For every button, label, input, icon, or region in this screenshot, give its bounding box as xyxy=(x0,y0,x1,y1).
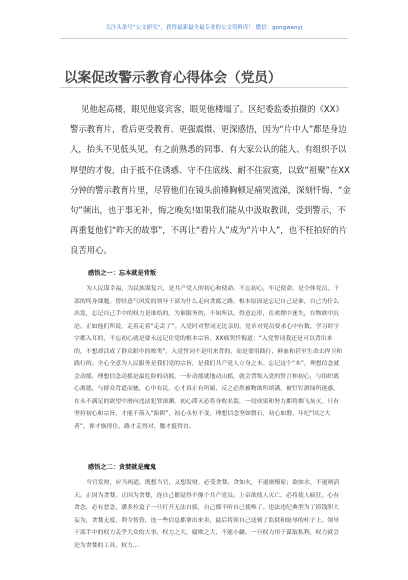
section-1-heading: 感悟之一：忘本就是背叛 xyxy=(88,270,157,277)
page-title: 以案促改警示教育心得体会（党员） xyxy=(64,70,282,86)
section-1-body: 为人民谋幸福，为民族谋复兴，是共产党人的初心和使命。不忘初心，牢记使命，是全体党员、干部的终身课题。曾经意气风发的领导干部为什么走向贪腐之路，根本原因是忘记自己是谁，自己为什么出发，忘记自己手中的权力是谁给的，为谁服务的，不知所以，得意忘形，在欢撑中迷失，在物欲中沉沦。正如他们所说，走着走着“走丢了”。入党时对誓词无比亲切，党章对党员要求心中有数，学习时字字都入耳的，不忘初心就是要永远记住党的根本宗旨，XX痛哭忏悔道：“入党誓词我还是可以背出来的，不想却活成了群众眼中的败类”，入党誓词不是用来背的，而是要用践行，鲜血和甚至生命去捍卫和践行的。全心全意为人民服务是我们党的宗旨，是我们共产党人立身之本。忘记这个“本”，理想信念就会动摇，理想信念动摇是最危险的动摇，一步动摇就地动山摇，就会背叛入党的誓言和初心，与组织离心离德，与群众背道而驰，心中有民，心才真正有所属，反之必然被物欲所填满，被钉钉酒绿所迷惑，在永不满足的欲望中滑向违法犯罪深渊，初心滞灭必将身败名裂，一切成果和努力都将烟飞灰灭，只有坚持初心和宗旨，才能不落入“陷阱”，初心永恒不变，理想信念坚如磐石，初心如磐，年纪“国之大者”，禅才焕得住、路才走得对、腰才挺得直。 xyxy=(74,286,343,430)
header-divider xyxy=(60,38,348,39)
lead-paragraph xyxy=(70,99,352,261)
header-banner: 关注头条号“公文研究”，获得最新最全最专业的公文资料库！ 微信：gongwenyj xyxy=(105,25,303,31)
section-2-heading: 感悟之二：贪婪就是魔鬼 xyxy=(88,464,157,471)
title-divider xyxy=(60,87,348,88)
lead-text: 见他起高楼，眼见他宴宾客，眼见他楼塌了。区纪委监委拍摄的《XX》警示教育片，看后更受教育、更强震慑、更深感悟，因为“片中人”都是身边人，抬头不见低头见，有之前熟悉的同事、有大家公认的能人、有组织予以厚望的才俊，由于抵不住诱惑、守不住底线、耐不住寂寞，以致“祖聚”在XX分钟的警示教育片里，尽管他们在镜头前捶胸顿足痛哭流涕，深刻忏悔、“金句”频出，也于事无补，悔之晚矣!如果我们能从中汲取教训，受到警示，不再重复他们“昨天的故事”，不再让“看片人”成为“片中人”，也不枉拍好的片良苦用心。 xyxy=(70,104,351,256)
section-2-body: 当官发财，应当两道，既想当官，又想发财，必受贪婪。贪如火，不遏则燎原；欲如水，不遏则滔天。正因为贪婪，正因为贪婪，连自己都觉得不像个共产党员。上帝欲使人灭亡，必将使人疯狂。心有贪念，必有恶念，潘多拉盒子一旦打开无法自拔，自己都不听自己使唤了。违法违纪典型为了捞钱胆大妄为，贪婪无度，利令智昏，连一些信息都拿出来卖，最后将领自己送到了监狱和耻辱的柱子上。领导干部手中的权力关乎大众的大事，权力之大，腐败之大，不能小觑。一旦权力用于谋取私利，权力就会沦为贪婪的工具。权力... xyxy=(74,480,340,549)
